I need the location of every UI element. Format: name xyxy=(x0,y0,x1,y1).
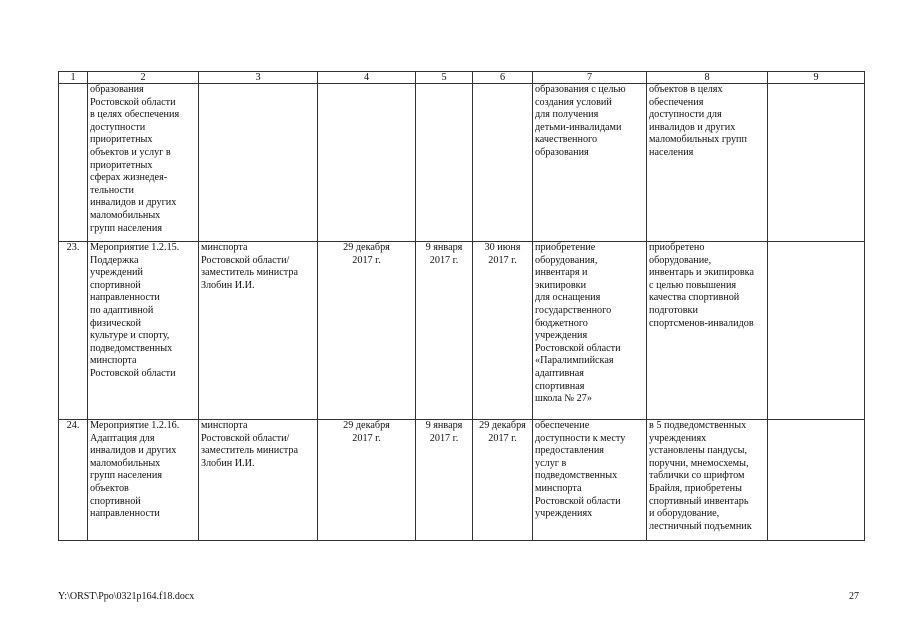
column-number: 1 xyxy=(59,72,88,84)
column-number: 8 xyxy=(647,72,768,84)
column-number: 6 xyxy=(473,72,533,84)
start-date-cell xyxy=(416,84,473,242)
row-number-cell: 23. xyxy=(59,242,88,420)
start-date-cell: 9 января 2017 г. xyxy=(416,242,473,420)
row-number-cell: 24. xyxy=(59,420,88,541)
description-cell: обеспечение доступности к месту предоставления услуг в подведомственных минспорта Ростовской области учреждениях xyxy=(533,420,647,541)
page-number: 27 xyxy=(849,591,859,602)
responsible-cell: минспорта Ростовской области/ заместитель министра Злобин И.И. xyxy=(199,242,318,420)
column-number: 7 xyxy=(533,72,647,84)
responsible-cell: минспорта Ростовской области/ заместитель министра Злобин И.И. xyxy=(199,420,318,541)
event-cell: образования Ростовской области в целях обеспечения доступности приоритетных объектов и услуг в приоритетных сферах жизнедея- тельности инвалидов и других маломобильных групп населения xyxy=(88,84,199,242)
column-number: 3 xyxy=(199,72,318,84)
column-number: 4 xyxy=(318,72,416,84)
start-date-cell: 9 января 2017 г. xyxy=(416,420,473,541)
column-number-row xyxy=(59,72,865,84)
event-cell: Мероприятие 1.2.15. Поддержка учреждений спортивной направленности по адаптивной физической культуре и спорту, подведомственных минспорта Ростовской области xyxy=(88,242,199,420)
column-number: 2 xyxy=(88,72,199,84)
row-number-cell xyxy=(59,84,88,242)
result-cell: в 5 подведомственных учреждениях установлены пандусы, поручни, мнемосхемы, таблички со шрифтом Брайля, приобретены спортивный инвентарь и оборудование, лестничный подъемник xyxy=(647,420,768,541)
end-date-cell: 30 июня 2017 г. xyxy=(473,242,533,420)
responsible-cell xyxy=(199,84,318,242)
result-cell: объектов в целях обеспечения доступности для инвалидов и других маломобильных групп населения xyxy=(647,84,768,242)
description-cell: образования с целью создания условий для получения детьми-инвалидами качественного образования xyxy=(533,84,647,242)
plan-date-cell: 29 декабря 2017 г. xyxy=(318,420,416,541)
column-number: 9 xyxy=(768,72,865,84)
event-cell: Мероприятие 1.2.16. Адаптация для инвалидов и других маломобильных групп населения объектов спортивной направленности xyxy=(88,420,199,541)
table-row xyxy=(59,242,865,420)
end-date-cell: 29 декабря 2017 г. xyxy=(473,420,533,541)
table-row xyxy=(59,84,865,242)
plan-table xyxy=(58,71,865,541)
note-cell xyxy=(768,420,865,541)
description-cell: приобретение оборудования, инвентаря и экипировки для оснащения государственного бюджетного учреждения Ростовской области «Паралимпийская адаптивная спортивная школа № 27» xyxy=(533,242,647,420)
note-cell xyxy=(768,84,865,242)
table-row xyxy=(59,420,865,541)
plan-date-cell xyxy=(318,84,416,242)
note-cell xyxy=(768,242,865,420)
column-number: 5 xyxy=(416,72,473,84)
file-path-footer: Y:\ORST\Ppo\0321p164.f18.docx xyxy=(58,591,195,602)
result-cell: приобретено оборудование, инвентарь и экипировка с целью повышения качества спортивной подготовки спортсменов-инвалидов xyxy=(647,242,768,420)
plan-date-cell: 29 декабря 2017 г. xyxy=(318,242,416,420)
end-date-cell xyxy=(473,84,533,242)
